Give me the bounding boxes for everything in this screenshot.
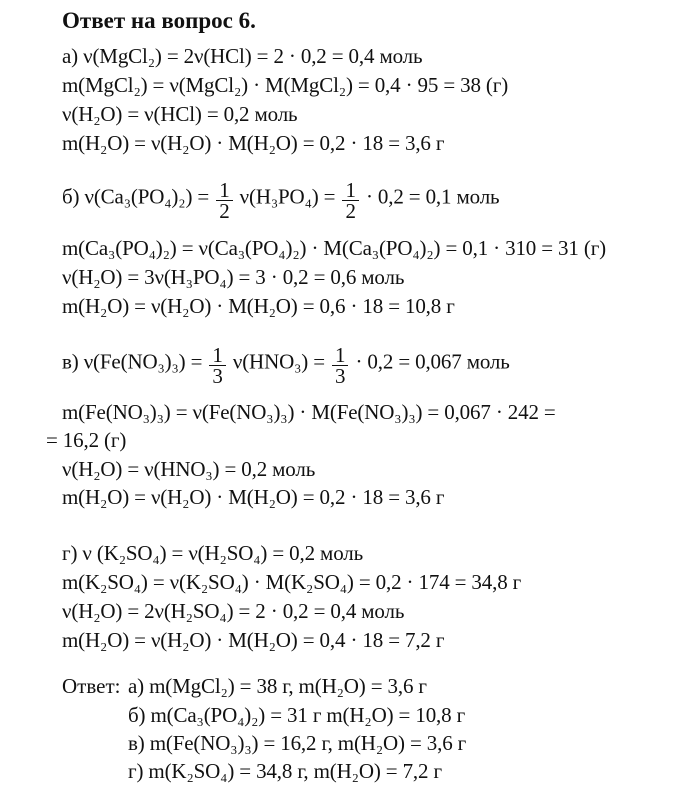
- part-a-line-2: m(MgCl₂) = ν(MgCl₂) · M(MgCl₂) = 0,4 · 95 = 38 (г): [62, 73, 509, 97]
- part-d-line-3: ν(H₂O) = 2ν(H₂SO₄) = 2 · 0,2 = 0,4 моль: [62, 599, 405, 623]
- fraction-denominator: 2: [219, 199, 230, 223]
- part-c-eq-start: в) ν(Fe(NO₃)₃) =: [62, 349, 208, 374]
- part-d-line-4: m(H₂O) = ν(H₂O) · M(H₂O) = 0,4 · 18 = 7,2 г: [62, 628, 445, 652]
- part-c-eq-middle: ν(HNO₃) =: [227, 349, 331, 374]
- fraction-numerator: 1: [216, 180, 232, 201]
- part-c-line-1: [62, 343, 510, 388]
- part-d-line-2: m(K₂SO₄) = ν(K₂SO₄) · M(K₂SO₄) = 0,2 · 174 = 34,8 г: [62, 570, 522, 594]
- part-b-eq-middle: ν(H₃PO₄) =: [234, 184, 341, 209]
- fraction-one-third: [209, 345, 225, 386]
- fraction-one-half: [216, 180, 232, 221]
- answer-line-b: б) m(Ca₃(PO₄)₂) = 31 г m(H₂O) = 10,8 г: [128, 703, 466, 727]
- part-b-line-3: ν(H₂O) = 3ν(H₃PO₄) = 3 · 0,2 = 0,6 моль: [62, 265, 405, 289]
- part-c-line-3: = 16,2 (г): [46, 428, 127, 452]
- part-c-eq-end: · 0,2 = 0,067 моль: [350, 349, 510, 374]
- part-b-eq-start: б) ν(Ca₃(PO₄)₂) =: [62, 184, 215, 209]
- part-b-eq-end: · 0,2 = 0,1 моль: [360, 184, 500, 209]
- part-b-line-2: m(Ca₃(PO₄)₂) = ν(Ca₃(PO₄)₂) · M(Ca₃(PO₄)₂) = 0,1 · 310 = 31 (г): [62, 236, 606, 260]
- part-c-line-5: m(H₂O) = ν(H₂O) · M(H₂O) = 0,2 · 18 = 3,6 г: [62, 485, 445, 509]
- answer-line-d: г) m(K₂SO₄) = 34,8 г, m(H₂O) = 7,2 г: [128, 759, 442, 783]
- page-title: Ответ на вопрос 6.: [62, 8, 256, 33]
- part-a-line-4: m(H₂O) = ν(H₂O) · M(H₂O) = 0,2 · 18 = 3,6 г: [62, 131, 445, 155]
- answer-line-a: а) m(MgCl₂) = 38 г, m(H₂O) = 3,6 г: [128, 674, 427, 698]
- fraction-one-third: [332, 345, 348, 386]
- fraction-one-half: [342, 180, 358, 221]
- fraction-numerator: 1: [332, 345, 348, 366]
- fraction-denominator: 3: [335, 364, 346, 388]
- answer-line-c: в) m(Fe(NO₃)₃) = 16,2 г, m(H₂O) = 3,6 г: [128, 731, 467, 755]
- fraction-numerator: 1: [342, 180, 358, 201]
- fraction-numerator: 1: [209, 345, 225, 366]
- part-a-line-1: а) ν(MgCl₂) = 2ν(HCl) = 2 · 0,2 = 0,4 моль: [62, 44, 423, 68]
- fraction-denominator: 3: [212, 364, 223, 388]
- part-c-line-4: ν(H₂O) = ν(HNO₃) = 0,2 моль: [62, 457, 316, 481]
- part-d-line-1: г) ν (K₂SO₄) = ν(H₂SO₄) = 0,2 моль: [62, 541, 364, 565]
- part-c-line-2: m(Fe(NO₃)₃) = ν(Fe(NO₃)₃) · M(Fe(NO₃)₃) = 0,067 · 242 =: [62, 400, 556, 424]
- part-a-line-3: ν(H₂O) = ν(HCl) = 0,2 моль: [62, 102, 298, 126]
- fraction-denominator: 2: [345, 199, 356, 223]
- answer-label: Ответ:: [62, 674, 121, 698]
- part-b-line-4: m(H₂O) = ν(H₂O) · M(H₂O) = 0,6 · 18 = 10,8 г: [62, 294, 455, 318]
- part-b-line-1: [62, 178, 500, 223]
